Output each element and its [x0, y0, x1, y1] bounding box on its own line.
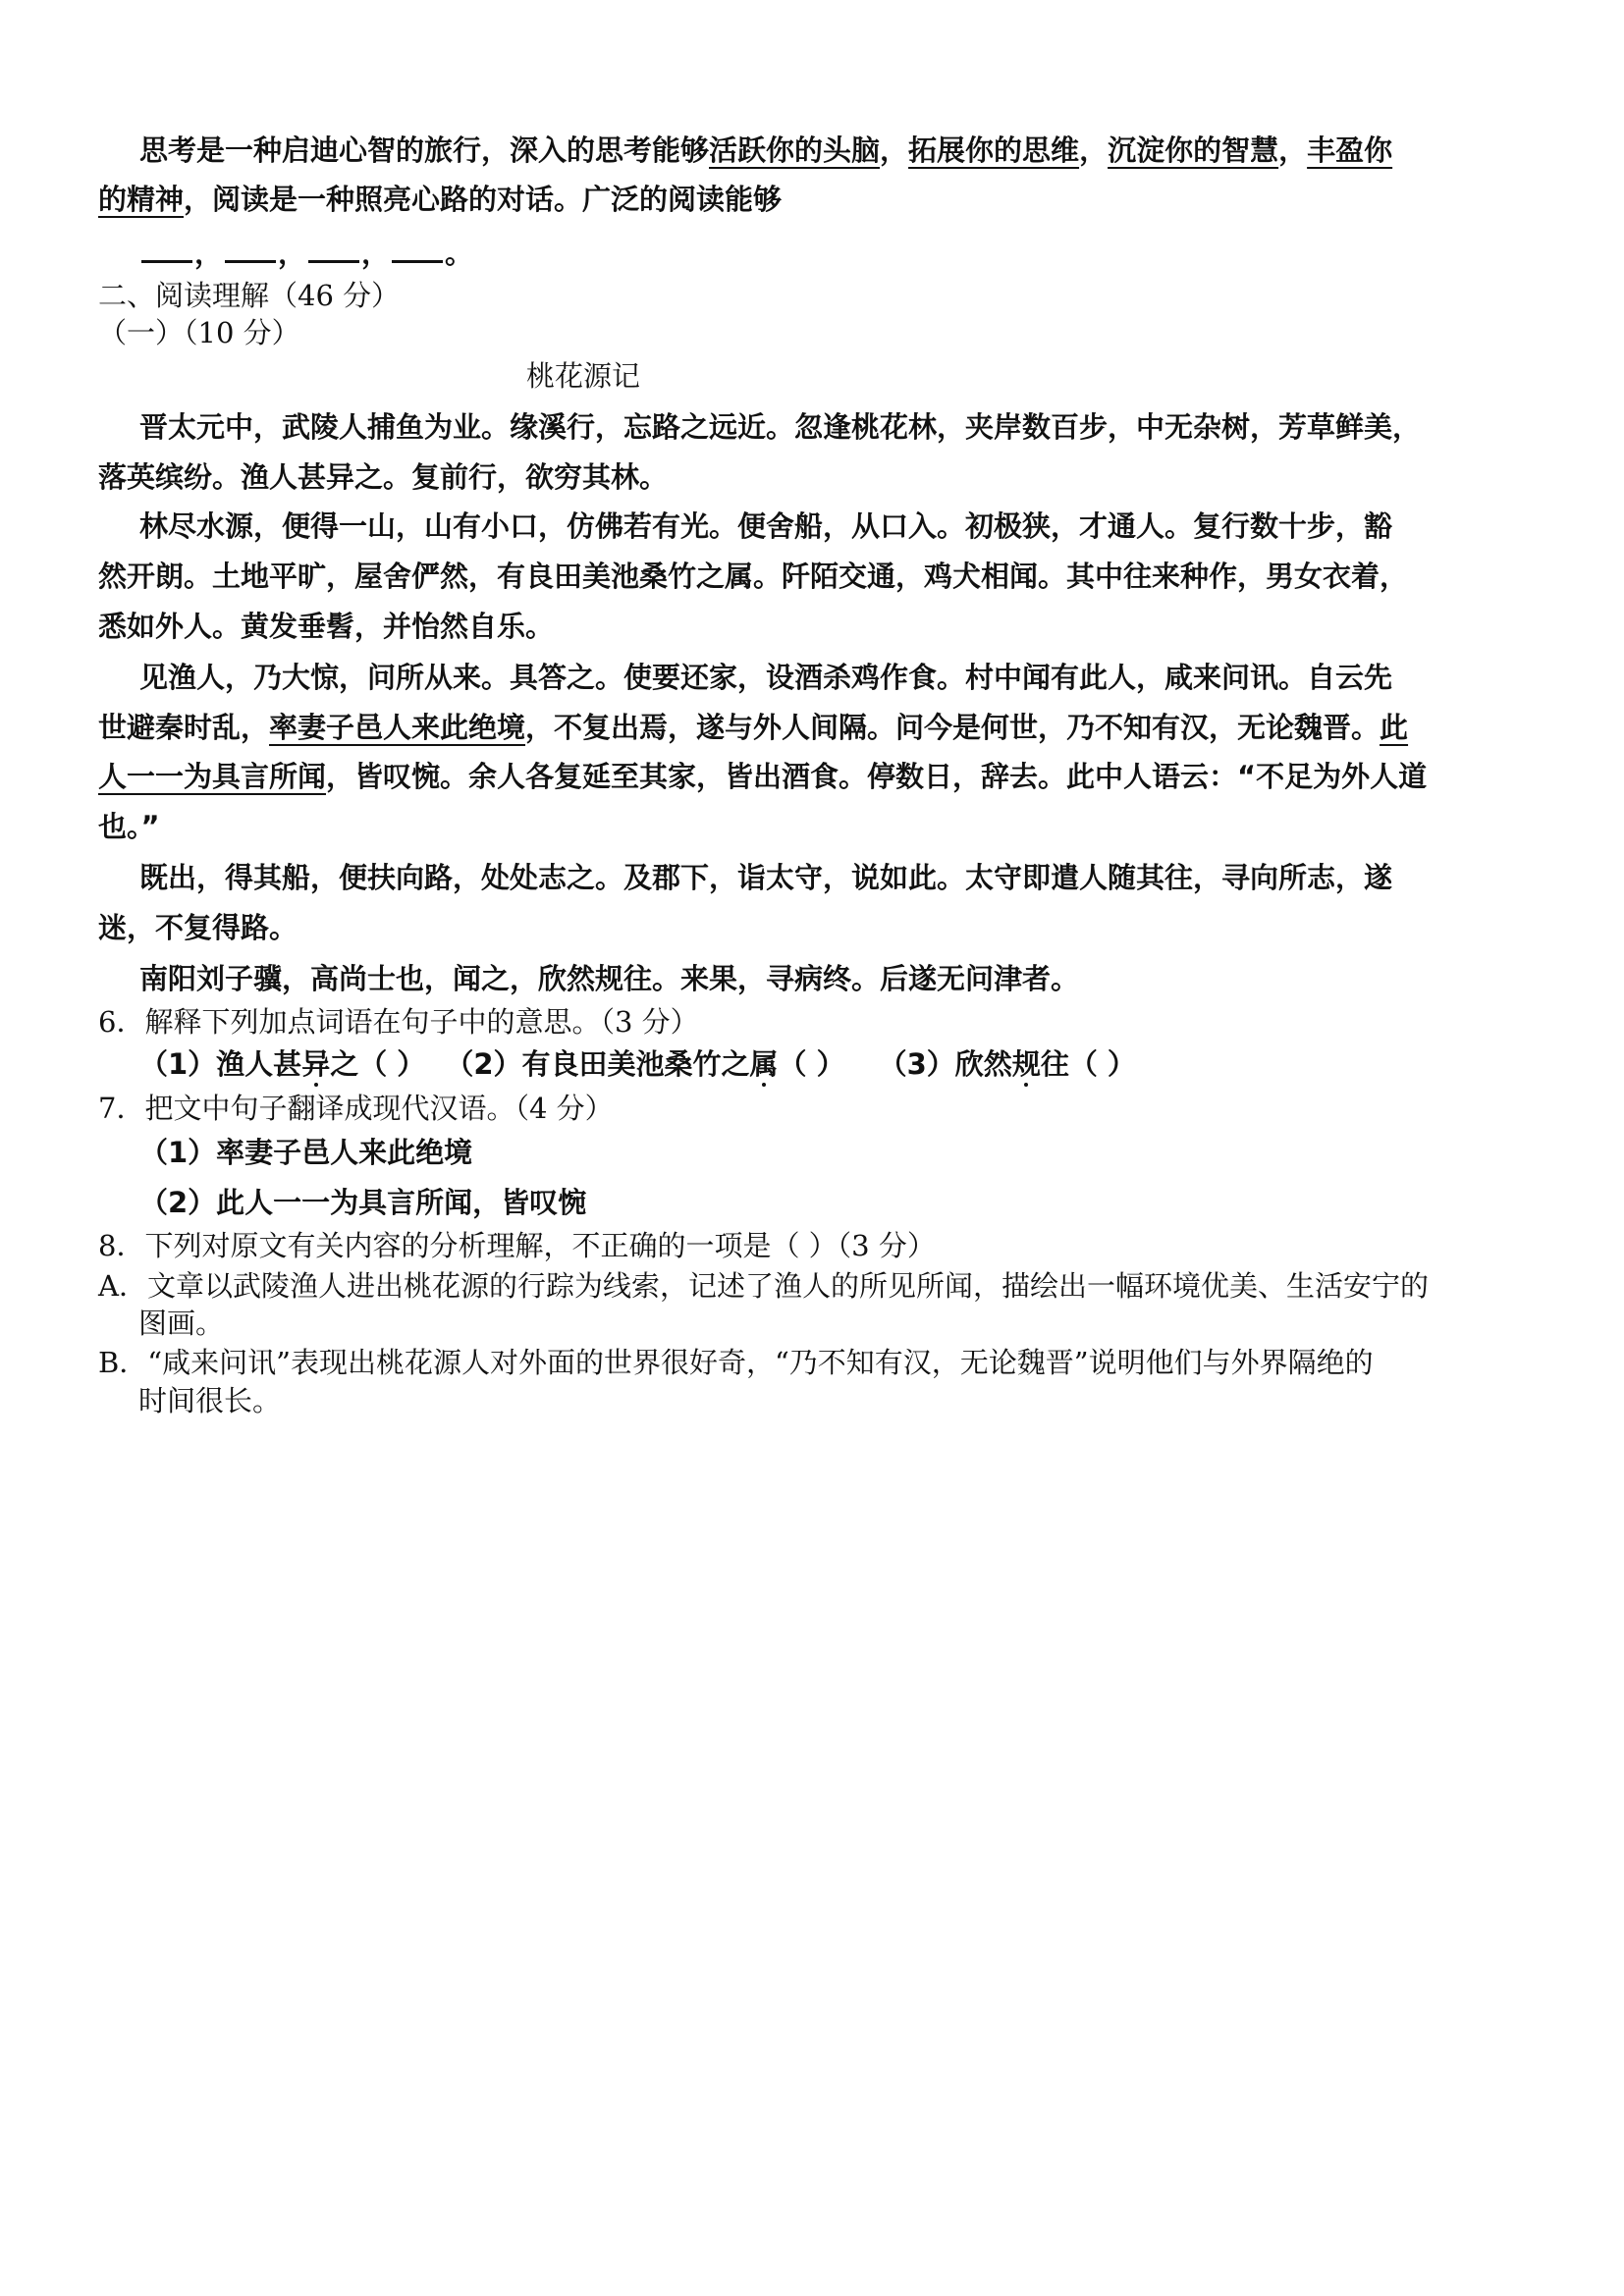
passage-line: 落英缤纷。渔人甚异之。复前行，欲穷其林。	[98, 460, 669, 494]
fill-in-blanks: ， ， ， 。	[139, 240, 473, 268]
question-6-items	[139, 1047, 1136, 1081]
question-8-stem: 8．下列对原文有关内容的分析理解，不正确的一项是（ ）（3 分）	[98, 1229, 936, 1262]
intro-line-2	[98, 183, 783, 216]
underlined-phrase: 拓展你的思维	[908, 133, 1080, 167]
underlined-sentence: 此	[1380, 711, 1409, 744]
emphasis-dot-char: 规	[1011, 1047, 1041, 1081]
option-b-cont: 时间很长。	[138, 1384, 282, 1417]
intro-lead: 思考是一种启迪心智的旅行，深入的思考能够	[139, 133, 710, 167]
underlined-sentence: 人一一为具言所闻	[98, 760, 327, 793]
underlined-phrase: 丰盈你	[1307, 133, 1393, 167]
q6-item-3[interactable]: （3）欣然规往（ ）	[878, 1047, 1136, 1081]
answer-blank[interactable]	[141, 258, 192, 263]
passage-line: 世避秦时乱，率妻子邑人来此绝境，不复出焉，遂与外人间隔。问今是何世，乃不知有汉，无论魏晋。此	[98, 711, 1409, 744]
option-a[interactable]: A．文章以武陵渔人进出桃花源的行踪为线索，记述了渔人的所见所闻，描绘出一幅环境优美、生活安宁的	[98, 1269, 1429, 1303]
emphasis-dot-char: 属	[749, 1047, 779, 1081]
option-a-cont: 图画。	[138, 1307, 225, 1340]
passage-line: 林尽水源，便得一山，山有小口，仿佛若有光。便舍船，从口入。初极狭，才通人。复行数十步，豁	[139, 509, 1393, 543]
passage-line: 悉如外人。黄发垂髫，并怡然自乐。	[98, 610, 555, 643]
answer-blank[interactable]	[392, 258, 443, 263]
q6-item-2[interactable]: （2）有良田美池桑竹之属（ ）	[445, 1047, 845, 1081]
underlined-phrase: 的精神	[98, 183, 185, 216]
option-b[interactable]: B．“咸来问讯”表现出桃花源人对外面的世界很好奇，“乃不知有汉，无论魏晋”说明他们与外界隔绝的	[98, 1346, 1374, 1379]
passage-line: 然开朗。土地平旷，屋舍俨然，有良田美池桑竹之属。阡陌交通，鸡犬相闻。其中往来种作，男女衣着，	[98, 560, 1409, 593]
intro-rest: ，阅读是一种照亮心路的对话。广泛的阅读能够	[184, 183, 783, 216]
question-6-stem: 6．解释下列加点词语在句子中的意思。（3 分）	[98, 1005, 699, 1039]
intro-line-1: 思考是一种启迪心智的旅行，深入的思考能够活跃你的头脑，拓展你的思维，沉淀你的智慧，丰盈你	[139, 133, 1393, 167]
q6-item-1[interactable]: （1）渔人甚异之（ ）	[139, 1047, 426, 1081]
passage-line: 人一一为具言所闻，皆叹惋。余人各复延至其家，皆出酒食。停数日，辞去。此中人语云：“不足为外人道	[98, 760, 1428, 793]
question-7-sentence-1: （1）率妻子邑人来此绝境	[139, 1136, 473, 1169]
underlined-phrase: 活跃你的头脑	[709, 133, 881, 167]
question-7-sentence-2: （2）此人一一为具言所闻，皆叹惋	[139, 1186, 587, 1219]
passage-line: 迷，不复得路。	[98, 911, 298, 944]
section-heading: 二、阅读理解（46 分）	[98, 279, 401, 312]
emphasis-dot-char: 异	[301, 1047, 331, 1081]
passage-line: 南阳刘子骥，高尚士也，闻之，欣然规往。来果，寻病终。后遂无问津者。	[139, 962, 1080, 995]
passage-line: 晋太元中，武陵人捕鱼为业。缘溪行，忘路之远近。忽逢桃花林，夹岸数百步，中无杂树，芳草鲜美，	[139, 410, 1422, 444]
passage-line: 见渔人，乃大惊，问所从来。具答之。使要还家，设酒杀鸡作食。村中闻有此人，咸来问讯。自云先	[139, 661, 1393, 694]
answer-blank[interactable]	[308, 258, 359, 263]
answer-blank[interactable]	[225, 258, 276, 263]
underlined-sentence: 率妻子邑人来此绝境	[269, 711, 526, 744]
passage-title: 桃花源记	[526, 359, 641, 393]
subsection-heading: （一）（10 分）	[98, 316, 300, 349]
passage-line: 也。”	[98, 810, 160, 843]
question-7-stem: 7．把文中句子翻译成现代汉语。（4 分）	[98, 1092, 614, 1125]
passage-line: 既出，得其船，便扶向路，处处志之。及郡下，诣太守，说如此。太守即遣人随其往，寻向所志，遂	[139, 861, 1393, 894]
underlined-phrase: 沉淀你的智慧	[1108, 133, 1279, 167]
